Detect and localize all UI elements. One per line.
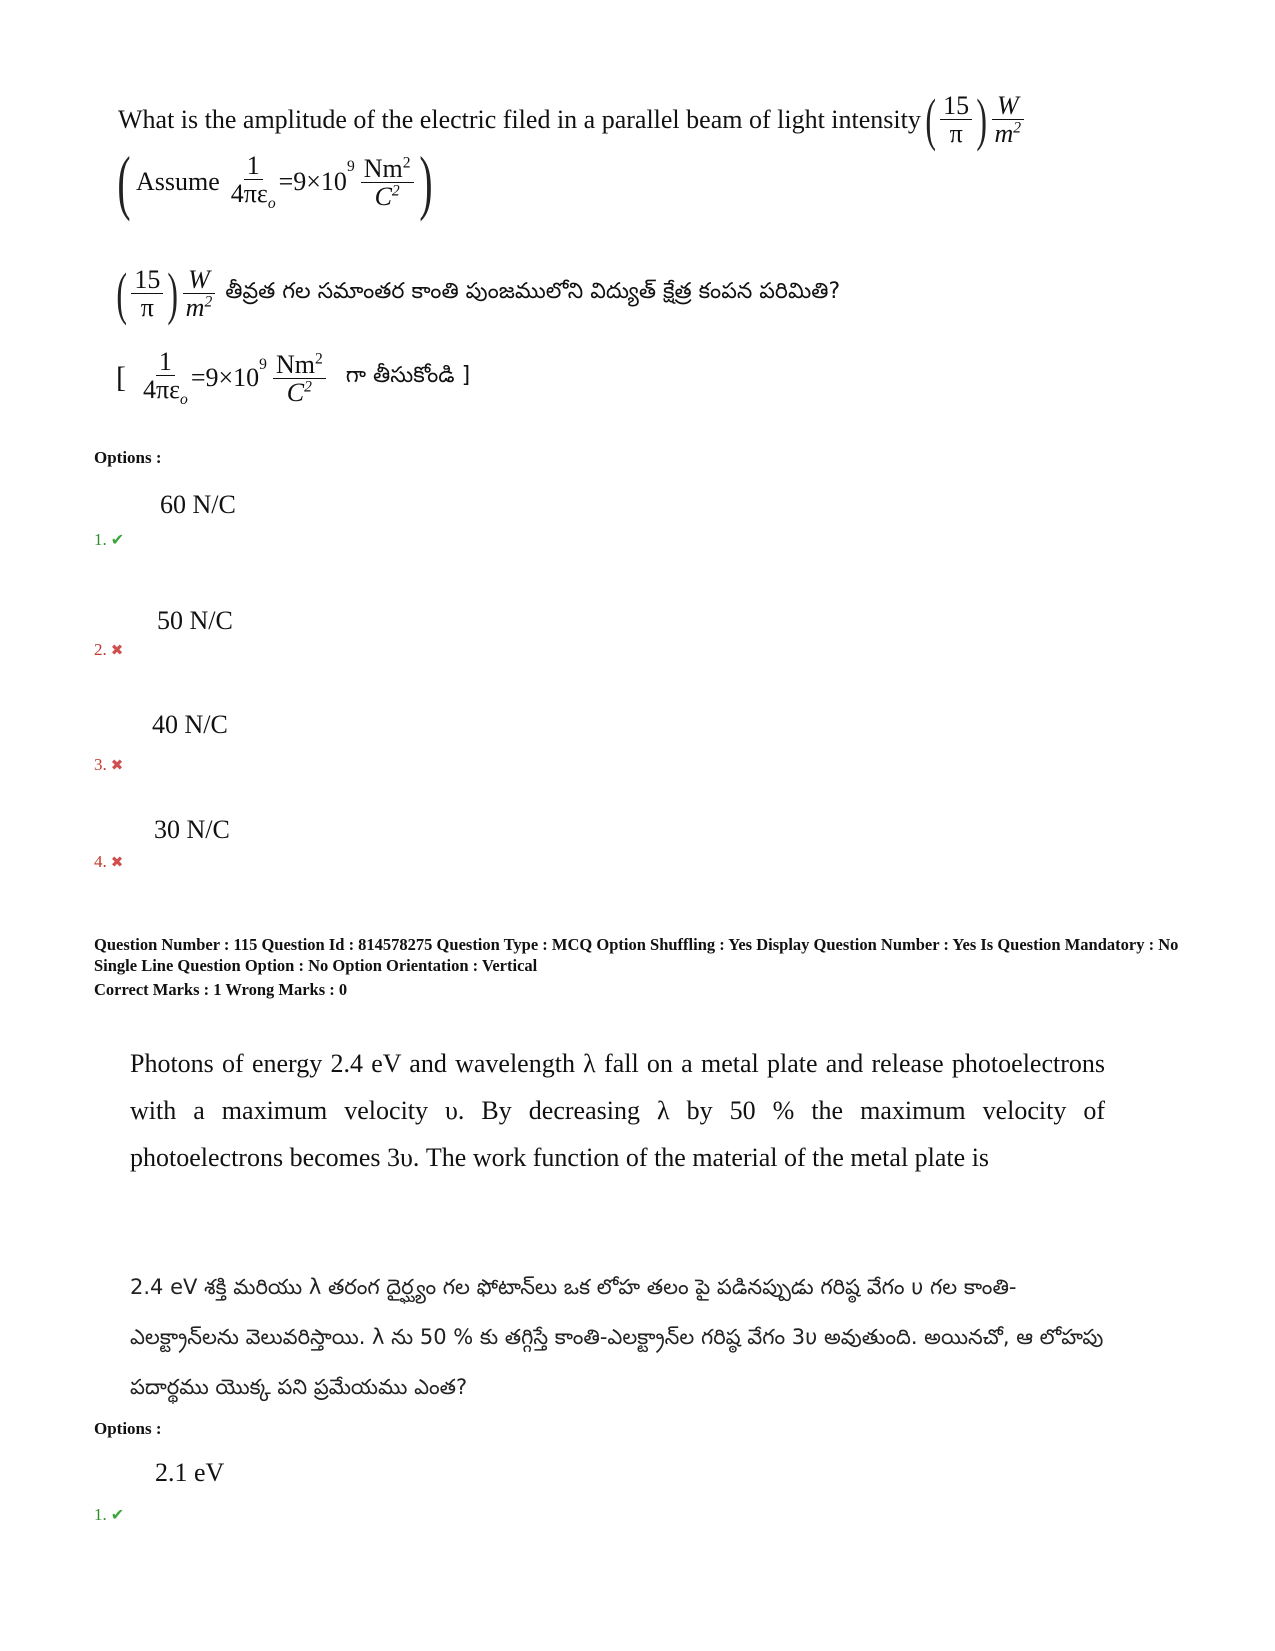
question-115-text-te: 2.4 eV శక్తి మరియు λ తరంగ దైర్ఘ్యం గల ఫోటాన్‌లు ఒక లోహ తలం పై పడినప్పుడు గరిష్ఠ వేగం υ గల కాంతి-ఎలక్ట్రాన్‌లను వెలువరిస్తాయి. λ ను 50 % కు తగ్గిస్తే కాంతి-ఎలక్ట్రాన్‌ల గరిష్ఠ వేగం 3υ అవుతుంది. అయినచో, ఆ లోహపు పదార్థము యొక్క పని ప్రమేయము ఎంత?	[130, 1275, 1104, 1399]
option-value: 50 N/C	[157, 606, 233, 635]
cross-icon: ✖	[110, 757, 124, 774]
option-1[interactable]: 1. ✔	[94, 1505, 125, 1524]
question-115-meta: Question Number : 115 Question Id : 814578275 Question Type : MCQ Option Shuffling : Yes Display Question Number : Yes Is Question Mandatory : No Single Line Question Option : No Option Orientation : Vertical Correct Marks : 1 Wrong Marks : 0	[94, 935, 1179, 999]
option-value: 2.1 eV	[155, 1458, 225, 1487]
cross-icon: ✖	[110, 642, 124, 659]
question-115-text-en: Photons of energy 2.4 eV and wavelength λ fall on a metal plate and release photoelectrons with a maximum velocity υ. By decreasing λ by 50 % the maximum velocity of photoelectrons becomes 3υ. The work function of the material of the metal plate is	[130, 1049, 1105, 1172]
check-icon: ✔	[110, 532, 125, 549]
question-114-text-te: ( $\frac{15}{\pi}$ ) $\frac{W}{m^2}$ తీవ్రత గల సమాంతర కాంతి పుంజములోని విద్యుత్ క్షేత్ర కంపన పరిమితి?	[116, 260, 841, 326]
option-3[interactable]: 3. ✖	[94, 755, 124, 774]
take-constant: [ $\frac{1}{4\pi\varepsilon_o}$ =9×10 $^9$ $\frac{Nm^2}{C^2}$ గా తీసుకోండి ]	[116, 347, 471, 409]
option-2[interactable]: 2. ✖	[94, 640, 124, 659]
intensity-unit: $\frac{W}{m^2}$	[992, 92, 1025, 148]
question-text: What is the amplitude of the electric filed in a parallel beam of light intensity	[118, 104, 921, 134]
options-label: Options :	[94, 448, 162, 467]
coulomb-fraction: $\frac{1}{4\pi\varepsilon_o}$	[230, 150, 276, 213]
unit-fraction: $\frac{Nm^2}{C^2}$	[361, 155, 414, 211]
option-4[interactable]: 4. ✖	[94, 852, 124, 871]
assume-word: Assume	[135, 167, 220, 197]
cross-icon: ✖	[110, 854, 124, 871]
check-icon: ✔	[110, 1507, 125, 1524]
option-1[interactable]: 1. ✔	[94, 530, 125, 549]
option-value: 30 N/C	[154, 815, 230, 844]
intensity-fraction: $\frac{15}{\pi}$	[940, 92, 972, 148]
question-114-text-en	[118, 86, 1024, 152]
option-value: 40 N/C	[152, 710, 228, 739]
assume-constant: ( Assume $\frac{1}{4\pi\varepsilon_o}$ =9×10 $^9$ $\frac{Nm^2}{C^2}$ )	[117, 142, 433, 222]
paren-close: )	[976, 86, 988, 152]
option-value: 60 N/C	[160, 490, 236, 519]
paren-open: (	[925, 86, 936, 152]
options-label: Options :	[94, 1419, 162, 1438]
